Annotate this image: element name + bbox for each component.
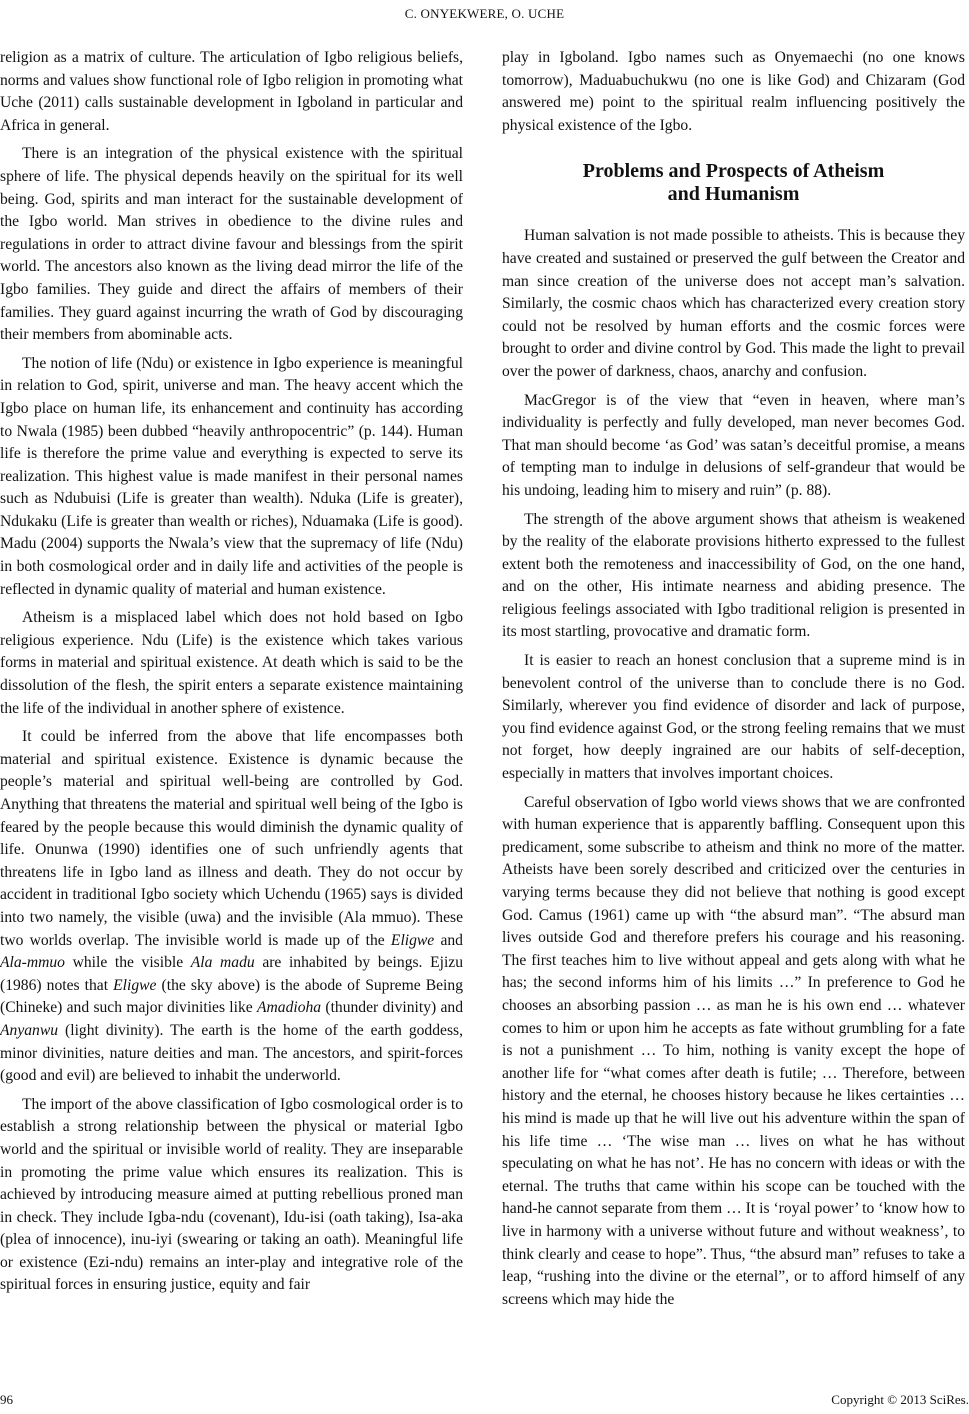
section-heading-line: and Humanism: [667, 183, 800, 206]
copyright-notice: Copyright © 2013 SciRes.: [831, 1392, 969, 1407]
text-run: (light divinity). The earth is the home of the earth goddess, minor divinities, nature deities and man. The ancestors, and spirit-forces (good and evil) are believed to inhabit the underworld.: [0, 1021, 463, 1085]
paragraph: There is an integration of the physical existence with the spiritual sphere of life. The physical depends heavily on the spiritual for its well being. God, spirits and man interact for the sustainable development of the Igbo world. Man strives in obedience to the divine rules and regulations in order to attract divine favour and blessings from the spirit world. The ancestors also known as the living dead mirror the life of the Igbo families. They guide and direct the affairs of members of their families. They guard against incurring the wrath of God by discouraging their members from abominable acts.: [0, 145, 463, 344]
text-run: and: [434, 931, 463, 949]
paragraph: MacGregor is of the view that “even in heaven, where man’s individuality is perfectly and fully developed, man never becomes God. That man should become ‘as God’ was satan’s deceitful promise, a means of tempting man to indulge in delusions of self-grandeur that would be his undoing, leading him to misery and ruin” (p. 88).: [502, 391, 965, 499]
term-amadioha: Amadioha: [256, 999, 322, 1017]
section-heading: [502, 160, 965, 206]
paragraph: The notion of life (Ndu) or existence in Igbo experience is meaningful in relation to God, spirit, universe and man. The heavy accent which the Igbo place on human life, its enhancement and continuity has according to Nwala (1985) been dubbed “heavily anthropocentric” (p. 144). Human life is therefore the prime value and everything is expected to serve its realization. This highest value is made manifest in their personal names such as Ndubuisi (Life is greater than wealth). Nduka (Life is greater), Ndukaku (Life is greater than wealth or riches), Nduamaka (Life is good). Madu (2004) supports the Nwala’s view that the supremacy of life (Ndu) in both cosmological order and in daily life and activities of the people is reflected in dynamic quality of material and human existence.: [0, 354, 463, 598]
text-run: (the sky above) is the abode of Supreme Being (Chineke) and such major divinities like: [0, 976, 463, 1017]
paragraph: The strength of the above argument shows that atheism is weakened by the reality of the elaborate provisions hitherto expressed to the fullest extent both the remoteness and inaccessibility of God, on the one hand, and on the other, His intimate nearness and abiding presence. The religious feelings associated with Igbo traditional religion is presented in its most startling, provocative and dramatic form.: [502, 510, 965, 641]
paragraph: Human salvation is not made possible to atheists. This is because they have created and sustained or preserved the gulf between the Creator and man since creation of the universe does not accept man’s salvation. Similarly, the cosmic chaos which has characterized every creation story could not be resolved by human efforts and the cosmic forces were brought to order and divine control by God. This made the light to prevail over the power of darkness, chaos, anarchy and confusion.: [502, 227, 965, 380]
paragraph: It is easier to reach an honest conclusion that a supreme mind is in benevolent control of the universe than to conclude there is no God. Similarly, wherever you find evidence of disorder and lack of purpose, you find evidence against God, or the strong feeling remains that we must not forget, how deeply ingrained are our habits of self-deception, especially in matters that involves important choices.: [502, 652, 965, 783]
term-eligwe: Eligwe: [113, 976, 157, 994]
running-head: C. ONYEKWERE, O. UCHE: [404, 6, 565, 21]
paragraph: Atheism is a misplaced label which does not hold based on Igbo religious experience. Ndu (Life) is the existence which takes various forms in material and spiritual existence. At death which is said to be the dissolution of the flesh, the spirit enters a separate existence maintaining the life of the individual in another sphere of existence.: [0, 609, 463, 717]
right-column: [502, 47, 965, 1317]
paragraph: Careful observation of Igbo world views shows that we are confronted with human experience that is apparently baffling. Consequent upon this predicament, some subscribe to atheism and think no more of the matter. Atheists have been sorely described and criticized over the centuries in varying terms because they did not believe that nothing is good except God. Camus (1961) came up with “the absurd man”. “The absurd man lives outside God and therefore prefers his courage and his reasoning. The first teaches him to live without appeal and gets along with what he has; the second informs him of his limits …” In preference to God he chooses an absorbing passion … as man he is his own end … whatever comes to him or upon him he accepts as fate without grumbling for a fate is not a punishment … To him, nothing is vanity except the hope of another life for “what comes after death is futile; … Therefore, between history and the eternal, he chooses history because he likes certainties … his mind is made up that he will live out his adventure within the span of his life time … ‘The wise man … lives on what he has without speculating on what he has not’. He has no concern with ideas or with the eternal. The truths that came within his scope can be touched with the hand-he cannot separate from them … It is ‘royal power’ to ‘know how to live in harmony with a universe without future and without weakness’, to think clearly and cease to hope”. Thus, “the absurd man” refuses to take a leap, “rushing into the divine or the eternal”, or to afford himself of any screens which may hide the: [502, 793, 965, 1308]
paragraph: The import of the above classification of Igbo cosmological order is to establish a strong relationship between the physical or material Igbo world and the spiritual or invisible world of reality. They are inseparable in promoting the prime value which ensures its realization. This is achieved by introducing measure aimed at putting rebellious proned man in check. They include Igba-ndu (covenant), Idu-isi (oath taking), Isa-aka (plea of innocence), inu-iyi (swearing or taking an oath). Meaningful life or existence (Ezi-ndu) remains an inter-play and integrative role of the spiritual forces in ensuring justice, equity and fair: [0, 1095, 463, 1294]
section-heading-line: Problems and Prospects of Atheism: [582, 160, 885, 183]
paragraph-continuation: play in Igboland. Igbo names such as Onyemaechi (no one knows tomorrow), Maduabuchukwu (no one is like God) and Chizaram (God answered me) point to the spiritual realm influencing positively the physical existence of the Igbo.: [502, 49, 965, 134]
page-number: 96: [0, 1392, 13, 1407]
paragraph-cosmology: [0, 726, 463, 1088]
term-eligwe: Eligwe: [390, 931, 435, 949]
paragraph: religion as a matrix of culture. The articulation of Igbo religious beliefs, norms and values show functional role of Igbo religion in promoting what Uche (2011) calls sustainable development in Igboland in particular and Africa in general.: [0, 49, 463, 134]
text-run: It could be inferred from the above that life encompasses both material and spiritual existence. Existence is dynamic because the people’s material and spiritual well-being are controlled by God. Anything that threatens the material and spiritual well being of the Igbo is feared by the people because this would diminish the dynamic quality of life. Onunwa (1990) identifies one of such unfriendly agents that threatens life in Igbo land as illness and death. They do not occur by accident in traditional Igbo society which Uchendu (1965) says is divided into two namely, the visible (uwa) and the invisible (Ala mmuo). These two worlds overlap. The invisible world is made up of the: [0, 728, 463, 949]
text-run: are inhabited by beings. Ejizu (1986) notes that: [0, 954, 463, 994]
term-ala-madu: Ala madu: [190, 954, 255, 972]
text-run: while the visible: [64, 954, 191, 972]
term-anyanwu: Anyanwu: [0, 1021, 59, 1039]
text-run: (thunder divinity) and: [321, 999, 464, 1017]
left-column: [0, 47, 463, 1303]
term-ala-mmuo: Ala-mmuo: [0, 954, 65, 972]
